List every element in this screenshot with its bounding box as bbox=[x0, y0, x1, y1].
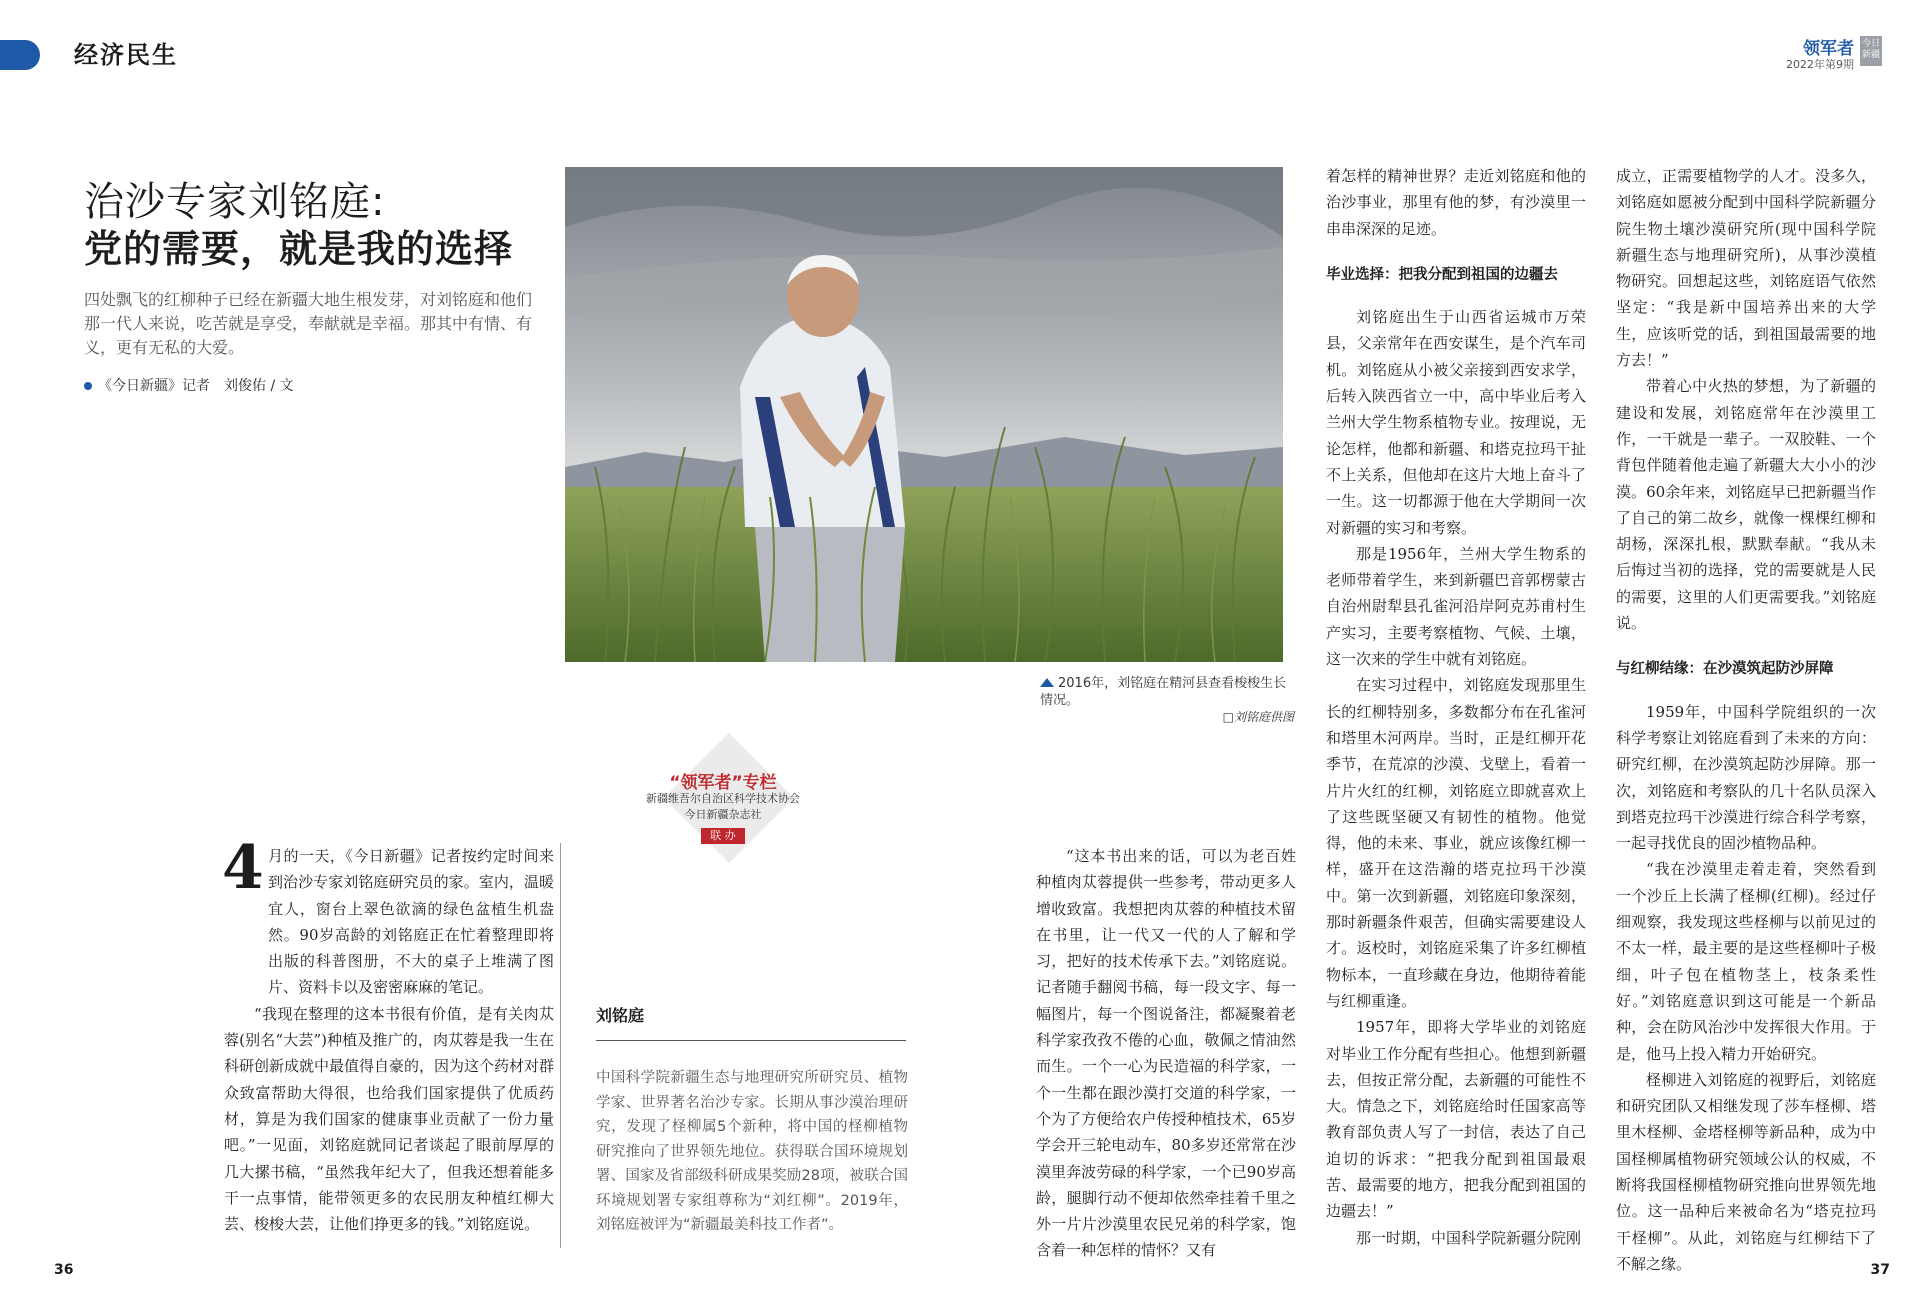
byline bbox=[84, 375, 294, 395]
headline-line2: 党的需要，就是我的选择 bbox=[84, 227, 514, 271]
headline-line1: 治沙专家刘铭庭: bbox=[84, 179, 386, 225]
body-column-5 bbox=[1616, 163, 1876, 1277]
paragraph: “这本书出来的话，可以为老百姓种植肉苁蓉提供一些参考，带动更多人增收致富。我想把肉苁蓉的种植技术留在书里，让一代又一代的人了解和学习，把好的技术传承下去。”刘铭庭说。记者随手翻阅书稿，每一段文字、每一幅图片，每一个图说备注，都凝聚着老科学家孜孜不倦的心血，敬佩之情油然而生。一个一心为民造福的科学家，一个一生都在跟沙漠打交道的科学家，一个为了方便给农户传授种植技术，65岁学会开三轮电动车，80多岁还常常在沙漠里奔波劳碌的科学家，一个已90岁高龄，腿脚行动不便却依然牵挂着千里之外一片片沙漠里农民兄弟的科学家，饱含着一种怎样的情怀？又有 bbox=[1036, 847, 1296, 1260]
masthead-name: 领军者 bbox=[1803, 39, 1854, 59]
paragraph: 柽柳进入刘铭庭的视野后，刘铭庭和研究团队又相继发现了莎车柽柳、塔里木柽柳、金塔柽柳等新品种，成为中国柽柳属植物研究领域公认的权威，不断将我国柽柳植物研究推向世界领先地位。这一品种后来被命名为“塔克拉玛干柽柳”。从此，刘铭庭与红柳结下了不解之缘。 bbox=[1616, 1070, 1876, 1273]
badge-title: “领军者”专栏 bbox=[669, 773, 777, 793]
subheading-2: 与红柳结缘：在沙漠筑起防沙屏障 bbox=[1616, 661, 1834, 678]
profile-name: 刘铭庭 bbox=[596, 1006, 645, 1025]
section-bar bbox=[0, 40, 40, 70]
section-title: 经济民生 bbox=[74, 40, 178, 69]
column-badge bbox=[628, 742, 818, 860]
page-number-right: 37 bbox=[1870, 1262, 1890, 1278]
paragraph: 1959年，中国科学院组织的一次科学考察让刘铭庭看到了未来的方向：研究红柳，在沙漠筑起防沙屏障。那一次，刘铭庭和考察队的几十名队员深入到塔克拉玛干沙漠进行综合科学考察，一起寻找优良的固沙植物品种。 bbox=[1616, 702, 1876, 853]
body-column-3 bbox=[1036, 843, 1296, 1264]
paragraph: “我在沙漠里走着走着，突然看到一个沙丘上长满了柽柳(红柳)。经过仔细观察，我发现这些柽柳与以前见过的不太一样，最主要的是这些柽柳叶子极细，叶子包在植物茎上，枝条柔性好。”刘铭庭意识到这可能是一个新品种，会在防风治沙中发挥很大作用。于是，他马上投入精力开始研究。 bbox=[1616, 860, 1876, 1063]
paragraph: 刘铭庭出生于山西省运城市万荣县，父亲常年在西安谋生，是个汽车司机。刘铭庭从小被父亲接到西安求学，后转入陕西省立一中，高中毕业后考入兰州大学生物系植物专业。按理说，无论怎样，他都和新疆、和塔克拉玛干扯不上关系，但他却在这片大地上奋斗了一生。这一切都源于他在大学期间一次对新疆的实习和考察。 bbox=[1326, 308, 1586, 537]
paragraph: 那是1956年，兰州大学生物系的老师带着学生，来到新疆巴音郭楞蒙古自治州尉犁县孔雀河沿岸阿克苏甫村生产实习，主要考察植物、气候、土壤，这一次来的学生中就有刘铭庭。 bbox=[1326, 544, 1586, 669]
column-divider bbox=[560, 843, 561, 1248]
profile-rule bbox=[596, 1040, 906, 1041]
feature-photo bbox=[565, 167, 1283, 662]
paragraph: “我现在整理的这本书很有价值，是有关肉苁蓉(别名“大芸”)种植及推广的，肉苁蓉是我一生在科研创新成就中最值得自豪的，因为这个药材对群众致富帮助大得很，也给我们国家提供了优质药材，算是为我们国家的健康事业贡献了一份力量吧。”一见面，刘铭庭就同记者谈起了眼前厚厚的几大摞书稿，“虽然我年纪大了，但我还想着能多干一点事情，能带领更多的农民朋友种植红柳大芸、梭梭大芸，让他们挣更多的钱。”刘铭庭说。 bbox=[224, 1004, 555, 1234]
magazine-logo: 今日新疆 bbox=[1860, 36, 1882, 66]
page-number-left: 36 bbox=[54, 1262, 74, 1278]
photo-illustration bbox=[565, 167, 1283, 662]
body-column-4 bbox=[1326, 163, 1586, 1251]
paragraph: 1957年，即将大学毕业的刘铭庭对毕业工作分配有些担心。他想到新疆去，但按正常分配，去新疆的可能性不大。情急之下，刘铭庭给时任国家高等教育部负责人写了一封信，表达了自己迫切的诉求：“把我分配到祖国最艰苦、最需要的地方，把我分配到祖国的边疆去！” bbox=[1326, 1018, 1586, 1221]
masthead bbox=[1760, 34, 1882, 70]
profile-bio: 中国科学院新疆生态与地理研究所研究员、植物学家、世界著名治沙专家。长期从事沙漠治理研究，发现了柽柳属5个新种，将中国的柽柳植物研究推向了世界领先地位。获得联合国环境规划署、国家及省部级科研成果奖励28项，被联合国环境规划署专家组尊称为“刘红柳”。2019年，刘铭庭被评为“新疆最美科技工作者”。 bbox=[596, 1070, 908, 1233]
badge-org-1: 新疆维吾尔自治区科学技术协会 bbox=[646, 792, 800, 805]
paragraph: 在实习过程中，刘铭庭发现那里生长的红柳特别多，多数都分布在孔雀河和塔里木河两岸。当时，正是红柳开花季节，在荒凉的沙漠、戈壁上，看着一片片火红的红柳，刘铭庭立即就喜欢上了这些既坚硬又有韧性的植物。他觉得，他的未来、事业，就应该像红柳一样，盛开在这浩瀚的塔克拉玛干沙漠中。第一次到新疆，刘铭庭印象深刻，那时新疆条件艰苦，但确实需要建设人才。返校时，刘铭庭采集了许多红柳植物标本，一直珍藏在身边，他期待着能与红柳重逢。 bbox=[1326, 676, 1586, 1010]
issue-number: 2022年第9期 bbox=[1786, 58, 1854, 71]
paragraph: 着怎样的精神世界？走近刘铭庭和他的治沙事业，那里有他的梦，有沙漠里一串串深深的足迹。 bbox=[1326, 167, 1586, 238]
body-column-1 bbox=[224, 843, 554, 1237]
caption-triangle-icon bbox=[1040, 678, 1054, 687]
paragraph: 月的一天，《今日新疆》记者按约定时间来到治沙专家刘铭庭研究员的家。室内，温暖宜人，窗台上翠色欲滴的绿色盆植生机盎然。90岁高龄的刘铭庭正在忙着整理即将出版的科普图册，不大的桌子上堆满了图片、资料卡以及密密麻麻的笔记。 bbox=[268, 847, 554, 997]
caption-text: 2016年，刘铭庭在精河县查看梭梭生长情况。 bbox=[1040, 676, 1287, 708]
paragraph: 带着心中火热的梦想，为了新疆的建设和发展，刘铭庭常年在沙漠里工作，一干就是一辈子。一双胶鞋、一个背包伴随着他走遍了新疆大大小小的沙漠。60余年来，刘铭庭早已把新疆当作了自己的第二故乡，就像一棵棵红柳和胡杨，深深扎根，默默奉献。“我从未后悔过当初的选择，党的需要就是人民的需要，这里的人们更需要我。”刘铭庭说。 bbox=[1616, 377, 1876, 633]
photo-credit: □刘铭庭供图 bbox=[1222, 710, 1294, 724]
paragraph: 那一时期，中国科学院新疆分院刚 bbox=[1356, 1228, 1582, 1247]
photo-caption bbox=[1040, 675, 1294, 726]
subheading-1: 毕业选择：把我分配到祖国的边疆去 bbox=[1326, 266, 1558, 283]
byline-text: 《今日新疆》记者 刘俊佑 / 文 bbox=[98, 378, 294, 394]
paragraph: 成立，正需要植物学的人才。没多久，刘铭庭如愿被分配到中国科学院新疆分院生物土壤沙漠研究所(现中国科学院新疆生态与地理研究所)，从事沙漠植物研究。回想起这些，刘铭庭语气依然坚定：“我是新中国培养出来的大学生，应该听党的话，到祖国最需要的地方去！” bbox=[1616, 167, 1876, 370]
byline-dot-icon bbox=[84, 382, 92, 390]
drop-cap: 4 bbox=[222, 833, 264, 903]
badge-tag: 联 办 bbox=[701, 828, 745, 844]
badge-org-2: 今日新疆杂志社 bbox=[684, 808, 762, 821]
lead-paragraph: 四处飘飞的红柳种子已经在新疆大地生根发芽，对刘铭庭和他们那一代人来说，吃苦就是享受，奉献就是幸福。那其中有情、有义，更有无私的大爱。 bbox=[84, 290, 533, 357]
